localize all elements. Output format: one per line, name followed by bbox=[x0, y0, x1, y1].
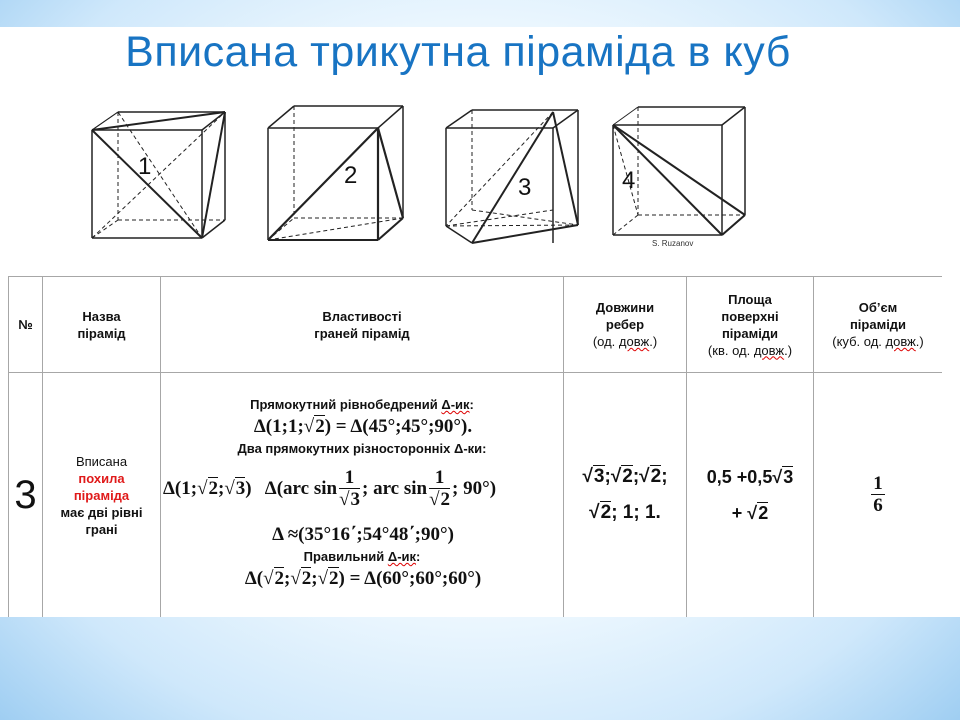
prop2-formula-c: ; arc sin bbox=[362, 478, 428, 499]
lengths-line-2 bbox=[564, 495, 686, 531]
prop2-rad1: 2 bbox=[208, 478, 219, 499]
frac2-num: 1 bbox=[429, 468, 450, 489]
prop3-head-a: Правильний bbox=[303, 549, 388, 564]
lengths-rest: ; 1; 1. bbox=[611, 502, 661, 523]
sqrt-symbol: √2 bbox=[263, 568, 285, 589]
header-area-line-2: поверхні bbox=[721, 308, 779, 324]
prop3-head-b: Δ-ик bbox=[387, 549, 417, 564]
sqrt-symbol: √2 bbox=[747, 503, 769, 523]
properties-table bbox=[8, 276, 942, 617]
prop3-formula: Δ(√2;√2;√2) = Δ(60°;60°;60°) bbox=[163, 565, 563, 593]
prop1-formula bbox=[163, 413, 563, 441]
prop3-formula-a: Δ( bbox=[244, 568, 264, 589]
area-line-1-text: 0,5 +0,5 bbox=[706, 467, 773, 487]
len-unit-a: (од. bbox=[592, 334, 619, 349]
area-rad-2: 2 bbox=[758, 503, 769, 523]
name-line-2: похила bbox=[78, 470, 125, 486]
len-rad-4: 2 bbox=[600, 502, 612, 523]
header-name-line-1: Назва bbox=[82, 308, 121, 324]
prop3-head-c: : bbox=[416, 549, 421, 564]
cube-figure-3 bbox=[446, 110, 578, 243]
prop3-formula-b: ) = Δ(60°;60°;60°) bbox=[338, 568, 482, 589]
prop1-heading bbox=[161, 397, 563, 413]
sqrt-symbol: √2 bbox=[429, 488, 451, 510]
prop2-fraction-1 bbox=[339, 468, 360, 511]
len-rad-3: 2 bbox=[650, 466, 662, 487]
prop2-fraction-2 bbox=[429, 468, 450, 511]
pyramid-name-cell bbox=[43, 373, 161, 618]
prop1-head-a: Прямокутний рівнобедрений bbox=[250, 397, 442, 412]
edge-lengths-cell bbox=[564, 373, 687, 618]
header-vol-line-2: піраміди bbox=[849, 317, 907, 332]
header-area-unit bbox=[687, 342, 813, 359]
area-unit-a: (кв. од. bbox=[707, 342, 754, 358]
prop1-formula-a: Δ(1;1; bbox=[253, 416, 304, 437]
prop3-heading bbox=[161, 549, 563, 565]
face-properties-cell bbox=[161, 373, 564, 618]
header-num: № bbox=[9, 277, 43, 373]
name-line-1: Вписана bbox=[75, 453, 128, 469]
area-rad-1: 3 bbox=[783, 467, 794, 487]
prop2-rad2: 3 bbox=[235, 478, 246, 499]
name-line-3: піраміда bbox=[73, 487, 130, 503]
frac1-den-rad: 3 bbox=[350, 488, 360, 510]
header-vol-line-1: Об’єм bbox=[858, 300, 898, 315]
header-len-line-1: Довжини bbox=[595, 300, 655, 315]
prop2-formula-d: ; 90°) bbox=[452, 478, 497, 499]
header-properties bbox=[161, 277, 564, 373]
figure-credit: S. Ruzanov bbox=[652, 239, 694, 248]
cube-figure-2 bbox=[268, 106, 403, 240]
vol-unit-c: .) bbox=[915, 334, 924, 349]
header-surface-area bbox=[687, 277, 814, 373]
prop1-formula-b: ) = Δ(45°;45°;90°). bbox=[324, 416, 473, 437]
prop1-head-b: Δ-ик bbox=[441, 397, 470, 412]
header-len-line-2: ребер bbox=[605, 317, 645, 332]
sqrt-symbol: √3 bbox=[772, 467, 794, 487]
len-rad-2: 2 bbox=[622, 466, 633, 487]
area-unit-b: довж bbox=[753, 342, 785, 358]
cube-label-2: 2 bbox=[344, 162, 358, 189]
header-volume bbox=[814, 277, 943, 373]
sqrt-symbol: √3 bbox=[339, 488, 360, 510]
volume-numerator: 1 bbox=[873, 472, 883, 494]
header-edge-lengths bbox=[564, 277, 687, 373]
sqrt-symbol: √3 bbox=[224, 478, 246, 499]
volume-fraction bbox=[871, 474, 885, 517]
volume-cell bbox=[814, 373, 943, 618]
area-line-1 bbox=[687, 459, 813, 495]
table-row bbox=[9, 373, 943, 618]
prop2-formula bbox=[163, 457, 563, 521]
len-unit-c: .) bbox=[649, 334, 658, 349]
sqrt-symbol: √2 bbox=[639, 466, 662, 487]
cube-figures bbox=[0, 0, 960, 260]
header-props-line-1: Властивості bbox=[322, 308, 402, 324]
header-len-unit bbox=[564, 333, 686, 350]
prop3-rad1: 2 bbox=[274, 568, 285, 589]
slide-title: Вписана трикутна піраміда в куб bbox=[125, 28, 791, 76]
prop2-approx: Δ ≈(35°16΄;54°48΄;90°) bbox=[272, 524, 454, 545]
volume-denominator: 6 bbox=[873, 494, 883, 516]
prop2-formula-a: Δ(1; bbox=[163, 478, 198, 499]
sqrt-symbol: √2 bbox=[317, 568, 339, 589]
prop3-rad3: 2 bbox=[329, 568, 339, 589]
prop2-formula-b: ) Δ(arc sin bbox=[245, 478, 338, 499]
pyramid-table bbox=[8, 276, 942, 617]
surface-area-cell bbox=[687, 373, 814, 618]
frac2-den-rad: 2 bbox=[440, 488, 451, 510]
len-unit-b: довж bbox=[618, 334, 650, 349]
cube-label-4: 4 bbox=[622, 167, 636, 194]
cube-label-3: 3 bbox=[518, 174, 532, 201]
frac1-num: 1 bbox=[339, 468, 360, 489]
prop3-rad2: 2 bbox=[301, 568, 312, 589]
area-line-2 bbox=[687, 495, 813, 531]
sqrt-symbol: √2 bbox=[290, 568, 312, 589]
sqrt-symbol: √2 bbox=[589, 502, 612, 523]
prop1-head-c: : bbox=[469, 397, 474, 412]
name-line-4: має дві рівні bbox=[60, 504, 143, 520]
header-name-line-2: пірамід bbox=[77, 325, 126, 341]
frac1-den bbox=[339, 489, 360, 511]
header-props-line-2: граней пірамід bbox=[314, 325, 410, 341]
area-line-2-text: + bbox=[731, 503, 748, 523]
sqrt-symbol: √3 bbox=[582, 466, 605, 487]
row-number: 3 bbox=[9, 373, 43, 618]
header-area-line-1: Площа bbox=[728, 291, 772, 307]
header-area-line-3: піраміди bbox=[721, 325, 779, 341]
table-header-row bbox=[9, 277, 943, 373]
vol-unit-a: (куб. од. bbox=[832, 334, 886, 349]
area-unit-c: .) bbox=[784, 342, 793, 358]
len-rad-1: 3 bbox=[593, 466, 605, 487]
lengths-line-1: √3;√2;√2; bbox=[564, 459, 686, 495]
cube-label-1: 1 bbox=[138, 153, 152, 180]
cube-figure-1 bbox=[92, 112, 225, 238]
prop2-heading: Два прямокутних різносторонніх Δ-ки: bbox=[237, 441, 487, 456]
sqrt-symbol: √2 bbox=[303, 416, 325, 437]
name-line-5: грані bbox=[85, 521, 118, 537]
sqrt-symbol: √2 bbox=[610, 466, 633, 487]
header-name bbox=[43, 277, 161, 373]
vol-unit-b: довж bbox=[885, 334, 916, 349]
frac2-den bbox=[429, 489, 450, 511]
sqrt-symbol: √2 bbox=[197, 478, 219, 499]
header-vol-unit bbox=[814, 333, 942, 350]
prop2-sep: ; bbox=[218, 478, 225, 499]
prop1-radicand: 2 bbox=[315, 416, 325, 437]
